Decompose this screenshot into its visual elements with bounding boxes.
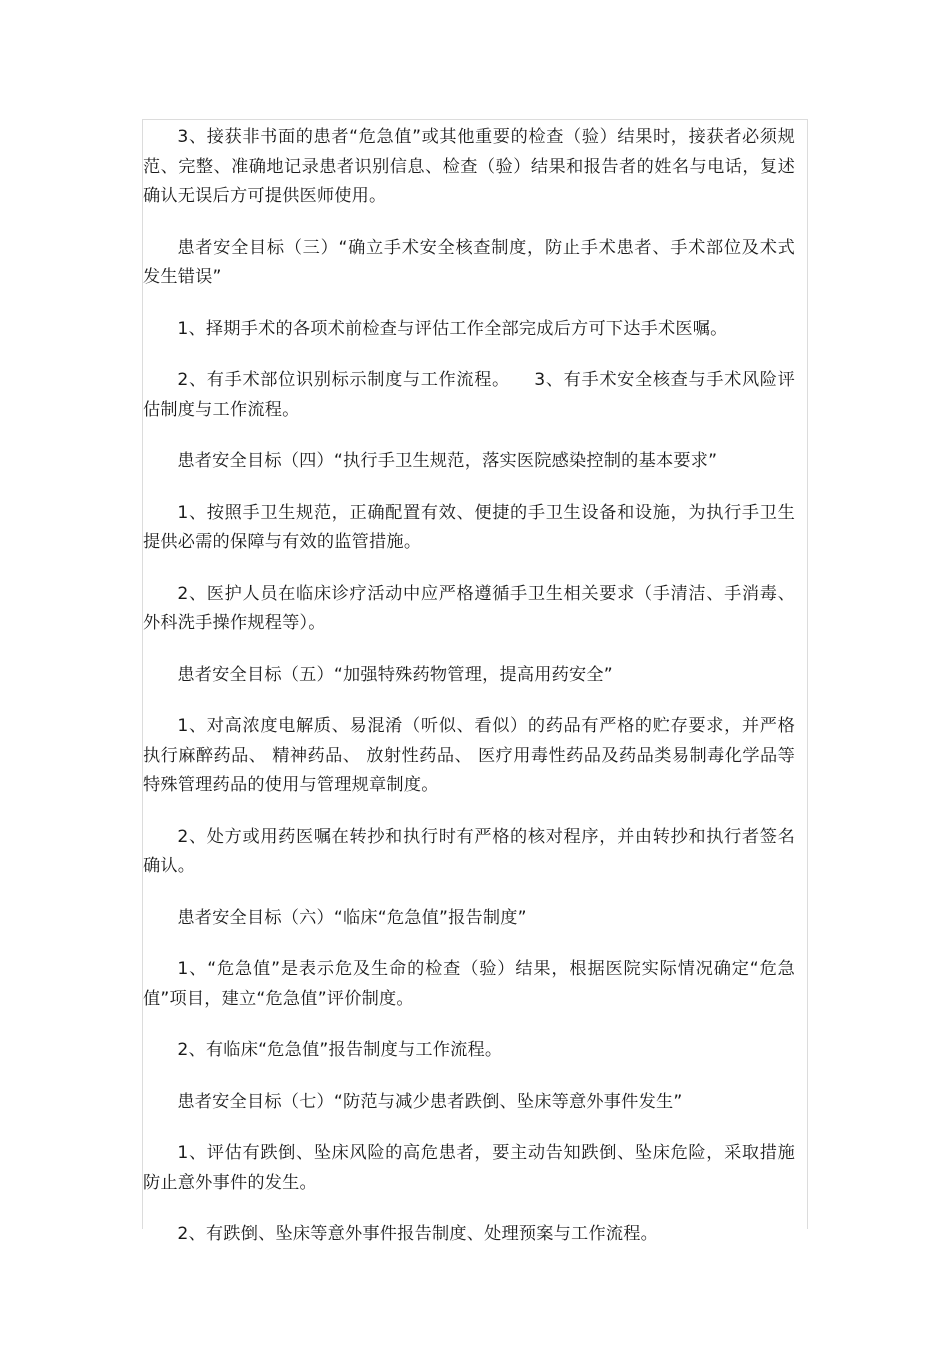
- heading-goal-3: 患者安全目标（三）“确立手术安全核查制度，防止手术患者、手术部位及术式发生错误”: [143, 237, 795, 287]
- paragraph-goal-7-item-2: 2、有跌倒、坠床等意外事件报告制度、处理预案与工作流程。: [177, 1224, 658, 1244]
- document-body: [143, 119, 795, 1250]
- paragraph-goal-7-item-1: 1、评估有跌倒、坠床风险的高危患者，要主动告知跌倒、坠床危险，采取措施防止意外事件的发生。: [143, 1143, 795, 1193]
- paragraph-goal-4-item-1: 1、按照手卫生规范，正确配置有效、便捷的手卫生设备和设施，为执行手卫生提供必需的保障与有效的监管措施。: [143, 502, 795, 552]
- paragraph-goal-5-item-1: 1、对高浓度电解质、易混淆（听似、看似）的药品有严格的贮存要求，并严格执行麻醉药品、 精神药品、 放射性药品、 医疗用毒性药品及药品类易制毒化学品等特殊管理药品的使用与管理规章制度。: [143, 716, 795, 795]
- paragraph-goal-6-item-2: 2、有临床“危急值”报告制度与工作流程。: [177, 1040, 503, 1060]
- paragraph-critical-value-receipt: 3、接获非书面的患者“危急值”或其他重要的检查（验）结果时，接获者必须规范、完整、准确地记录患者识别信息、检查（验）结果和报告者的姓名与电话，复述确认无误后方可提供医师使用。: [143, 127, 795, 206]
- paragraph-goal-5-item-2: 2、处方或用药医嘱在转抄和执行时有严格的核对程序，并由转抄和执行者签名确认。: [143, 826, 795, 876]
- heading-goal-6: 患者安全目标（六）“临床“危急值”报告制度”: [177, 907, 527, 928]
- heading-goal-7: 患者安全目标（七）“防范与减少患者跌倒、坠床等意外事件发生”: [177, 1091, 683, 1112]
- paragraph-goal-3-item-1: 1、择期手术的各项术前检查与评估工作全部完成后方可下达手术医嘱。: [177, 318, 728, 339]
- heading-goal-4: 患者安全目标（四）“执行手卫生规范，落实医院感染控制的基本要求”: [177, 451, 718, 471]
- paragraph-goal-6-item-1: 1、“危急值”是表示危及生命的检查（验）结果，根据医院实际情况确定“危急值”项目，建立“危急值”评价制度。: [143, 959, 795, 1009]
- paragraph-goal-4-item-2: 2、医护人员在临床诊疗活动中应严格遵循手卫生相关要求（手清洁、手消毒、外科洗手操作规程等）。: [143, 583, 795, 633]
- paragraph-goal-3-item-2-3: 2、有手术部位识别标示制度与工作流程。 3、有手术安全核查与手术风险评估制度与工作流程。: [143, 370, 795, 420]
- heading-goal-5: 患者安全目标（五）“加强特殊药物管理，提高用药安全”: [177, 664, 613, 685]
